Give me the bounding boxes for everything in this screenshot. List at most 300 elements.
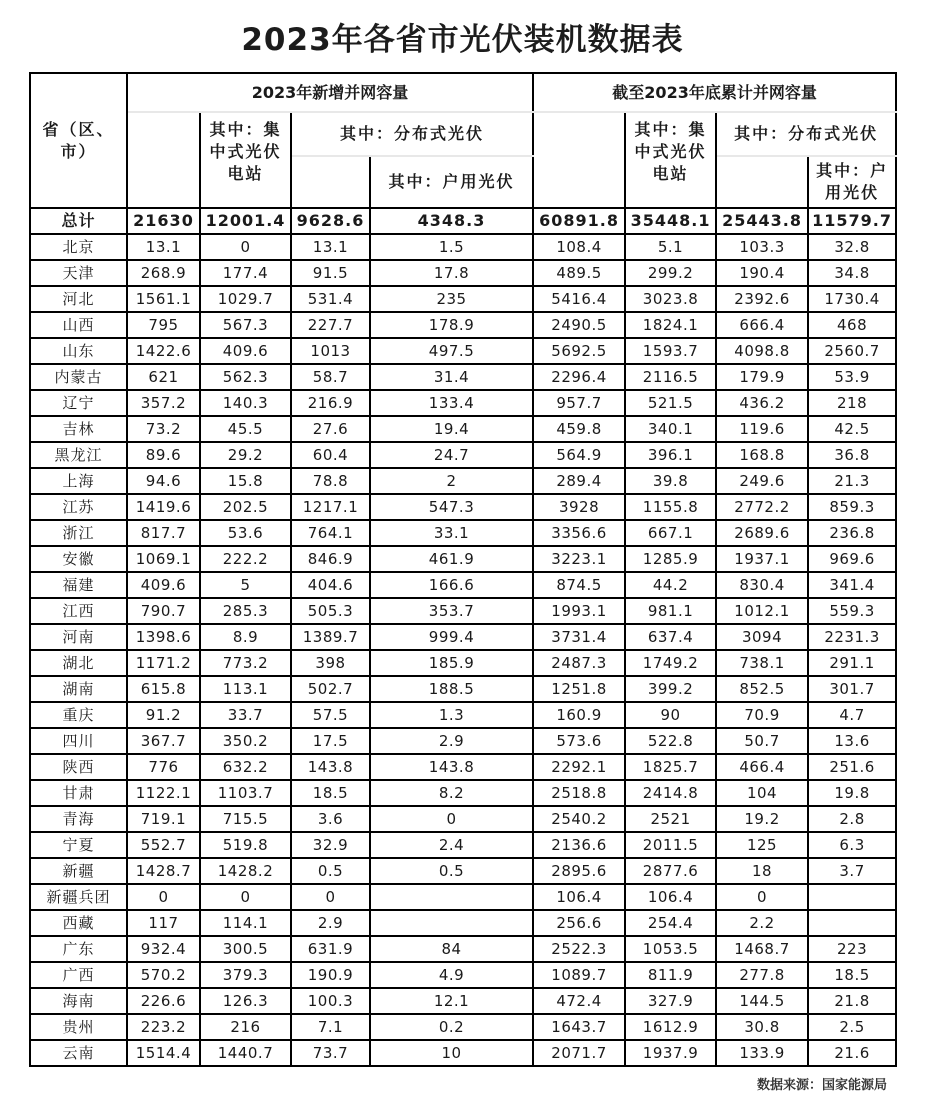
total-value: 21630: [127, 208, 200, 234]
data-cell: 776: [127, 754, 200, 780]
data-cell: 852.5: [716, 676, 808, 702]
province-name: 宁夏: [30, 832, 127, 858]
data-cell: 1.5: [370, 234, 533, 260]
data-cell: 30.8: [716, 1014, 808, 1040]
table-row: [30, 1040, 896, 1066]
data-cell: 1089.7: [533, 962, 625, 988]
header-new-distributed: 其中：分布式光伏: [291, 112, 533, 156]
data-cell: 31.4: [370, 364, 533, 390]
data-cell: 2296.4: [533, 364, 625, 390]
data-cell: 143.8: [291, 754, 370, 780]
data-cell: 27.6: [291, 416, 370, 442]
table-row: [30, 884, 896, 910]
table-row: [30, 390, 896, 416]
data-cell: 254.4: [625, 910, 716, 936]
data-cell: 472.4: [533, 988, 625, 1014]
data-cell: 1428.7: [127, 858, 200, 884]
province-name: 西藏: [30, 910, 127, 936]
data-cell: 4.7: [808, 702, 896, 728]
data-cell: 1937.1: [716, 546, 808, 572]
data-cell: 2518.8: [533, 780, 625, 806]
data-cell: 60.4: [291, 442, 370, 468]
table-row: [30, 312, 896, 338]
data-cell: 1398.6: [127, 624, 200, 650]
data-cell: 505.3: [291, 598, 370, 624]
data-cell: 999.4: [370, 624, 533, 650]
data-cell: 0: [200, 234, 291, 260]
data-cell: 8.2: [370, 780, 533, 806]
data-cell: 2: [370, 468, 533, 494]
data-cell: 357.2: [127, 390, 200, 416]
data-cell: 222.2: [200, 546, 291, 572]
data-cell: 21.6: [808, 1040, 896, 1066]
data-cell: 114.1: [200, 910, 291, 936]
data-cell: 216: [200, 1014, 291, 1040]
data-cell: 3223.1: [533, 546, 625, 572]
data-cell: 1251.8: [533, 676, 625, 702]
data-cell: 0: [716, 884, 808, 910]
data-cell: 33.7: [200, 702, 291, 728]
data-cell: 2689.6: [716, 520, 808, 546]
data-cell: 19.4: [370, 416, 533, 442]
province-name: 广西: [30, 962, 127, 988]
province-name: 天津: [30, 260, 127, 286]
data-cell: 1.3: [370, 702, 533, 728]
data-cell: 790.7: [127, 598, 200, 624]
data-cell: 91.2: [127, 702, 200, 728]
data-cell: 21.3: [808, 468, 896, 494]
data-cell: 466.4: [716, 754, 808, 780]
province-name: 湖北: [30, 650, 127, 676]
data-cell: 1012.1: [716, 598, 808, 624]
data-cell: 18: [716, 858, 808, 884]
data-cell: 2392.6: [716, 286, 808, 312]
province-name: 吉林: [30, 416, 127, 442]
data-cell: 2116.5: [625, 364, 716, 390]
data-cell: 70.9: [716, 702, 808, 728]
header-cum-centralized: 其中：集中式光伏电站: [625, 112, 716, 208]
data-cell: 10: [370, 1040, 533, 1066]
data-cell: 301.7: [808, 676, 896, 702]
province-name: 安徽: [30, 546, 127, 572]
data-cell: 1171.2: [127, 650, 200, 676]
table-row: [30, 624, 896, 650]
data-cell: 573.6: [533, 728, 625, 754]
table-row: [30, 1014, 896, 1040]
province-name: 云南: [30, 1040, 127, 1066]
data-cell: 291.1: [808, 650, 896, 676]
data-cell: 489.5: [533, 260, 625, 286]
data-cell: 2490.5: [533, 312, 625, 338]
data-cell: 2522.3: [533, 936, 625, 962]
table-row: [30, 598, 896, 624]
data-cell: 100.3: [291, 988, 370, 1014]
data-cell: [808, 884, 896, 910]
data-cell: 53.9: [808, 364, 896, 390]
table-row: [30, 234, 896, 260]
data-cell: 1824.1: [625, 312, 716, 338]
data-cell: 0.2: [370, 1014, 533, 1040]
data-cell: 398: [291, 650, 370, 676]
data-cell: 29.2: [200, 442, 291, 468]
data-cell: 249.6: [716, 468, 808, 494]
table-row: [30, 338, 896, 364]
data-cell: 1285.9: [625, 546, 716, 572]
data-cell: 969.6: [808, 546, 896, 572]
data-cell: 719.1: [127, 806, 200, 832]
page-title: 2023年各省市光伏装机数据表: [241, 22, 684, 58]
data-cell: 103.3: [716, 234, 808, 260]
data-cell: 202.5: [200, 494, 291, 520]
data-cell: [808, 910, 896, 936]
data-cell: 177.4: [200, 260, 291, 286]
data-cell: 2.2: [716, 910, 808, 936]
data-cell: 3356.6: [533, 520, 625, 546]
data-cell: 13.1: [291, 234, 370, 260]
total-value: 25443.8: [716, 208, 808, 234]
data-cell: 104: [716, 780, 808, 806]
data-cell: 256.6: [533, 910, 625, 936]
data-cell: 817.7: [127, 520, 200, 546]
data-cell: 285.3: [200, 598, 291, 624]
data-cell: 2.4: [370, 832, 533, 858]
data-cell: 1468.7: [716, 936, 808, 962]
data-cell: 21.8: [808, 988, 896, 1014]
header-new-distributed-total: [291, 156, 370, 208]
data-cell: 42.5: [808, 416, 896, 442]
data-cell: 764.1: [291, 520, 370, 546]
table-row: [30, 858, 896, 884]
data-cell: 58.7: [291, 364, 370, 390]
data-cell: 2540.2: [533, 806, 625, 832]
data-cell: 547.3: [370, 494, 533, 520]
table-row: [30, 728, 896, 754]
data-cell: 160.9: [533, 702, 625, 728]
data-cell: 73.7: [291, 1040, 370, 1066]
province-name: 内蒙古: [30, 364, 127, 390]
province-name: 江西: [30, 598, 127, 624]
data-cell: 5.1: [625, 234, 716, 260]
data-cell: 13.1: [127, 234, 200, 260]
province-name: 陕西: [30, 754, 127, 780]
data-cell: 1013: [291, 338, 370, 364]
total-value: 9628.6: [291, 208, 370, 234]
data-cell: 108.4: [533, 234, 625, 260]
province-name: 辽宁: [30, 390, 127, 416]
data-cell: 119.6: [716, 416, 808, 442]
table-row: [30, 988, 896, 1014]
data-cell: 91.5: [291, 260, 370, 286]
data-cell: 2292.1: [533, 754, 625, 780]
data-cell: 2136.6: [533, 832, 625, 858]
table-row: [30, 676, 896, 702]
data-cell: 2560.7: [808, 338, 896, 364]
data-cell: 251.6: [808, 754, 896, 780]
province-name: 新疆兵团: [30, 884, 127, 910]
data-cell: 236.8: [808, 520, 896, 546]
table-row: [30, 936, 896, 962]
data-cell: 615.8: [127, 676, 200, 702]
data-cell: 36.8: [808, 442, 896, 468]
province-name: 山东: [30, 338, 127, 364]
province-name: 海南: [30, 988, 127, 1014]
data-cell: 3731.4: [533, 624, 625, 650]
data-cell: 637.4: [625, 624, 716, 650]
data-cell: 1422.6: [127, 338, 200, 364]
table-row: [30, 962, 896, 988]
data-cell: 1643.7: [533, 1014, 625, 1040]
data-cell: 1993.1: [533, 598, 625, 624]
data-cell: 350.2: [200, 728, 291, 754]
table-row: [30, 260, 896, 286]
province-name: 河北: [30, 286, 127, 312]
province-name: 湖南: [30, 676, 127, 702]
data-cell: 666.4: [716, 312, 808, 338]
data-cell: 621: [127, 364, 200, 390]
data-cell: 932.4: [127, 936, 200, 962]
data-cell: 18.5: [808, 962, 896, 988]
data-cell: 1155.8: [625, 494, 716, 520]
data-cell: 3928: [533, 494, 625, 520]
data-cell: 6.3: [808, 832, 896, 858]
data-cell: 552.7: [127, 832, 200, 858]
data-cell: 327.9: [625, 988, 716, 1014]
data-cell: 18.5: [291, 780, 370, 806]
data-cell: 223: [808, 936, 896, 962]
data-cell: 461.9: [370, 546, 533, 572]
data-cell: 17.8: [370, 260, 533, 286]
data-cell: 1937.9: [625, 1040, 716, 1066]
data-cell: 5692.5: [533, 338, 625, 364]
data-cell: 0: [200, 884, 291, 910]
data-cell: 24.7: [370, 442, 533, 468]
province-name: 黑龙江: [30, 442, 127, 468]
data-cell: 341.4: [808, 572, 896, 598]
data-cell: 1593.7: [625, 338, 716, 364]
data-cell: 13.6: [808, 728, 896, 754]
data-cell: 2011.5: [625, 832, 716, 858]
data-cell: 1612.9: [625, 1014, 716, 1040]
table-row: [30, 468, 896, 494]
data-cell: 7.1: [291, 1014, 370, 1040]
data-cell: 2.8: [808, 806, 896, 832]
data-cell: 12.1: [370, 988, 533, 1014]
data-cell: 981.1: [625, 598, 716, 624]
total-value: 12001.4: [200, 208, 291, 234]
data-cell: 2772.2: [716, 494, 808, 520]
data-cell: [370, 910, 533, 936]
data-cell: 5: [200, 572, 291, 598]
province-name: 浙江: [30, 520, 127, 546]
header-group-cumulative: 截至2023年底累计并网容量: [533, 73, 896, 112]
data-cell: 133.9: [716, 1040, 808, 1066]
data-cell: 2414.8: [625, 780, 716, 806]
table-row: [30, 754, 896, 780]
data-cell: 19.2: [716, 806, 808, 832]
header-cum-household: 其中：户用光伏: [808, 156, 896, 208]
data-cell: 1069.1: [127, 546, 200, 572]
data-cell: 44.2: [625, 572, 716, 598]
data-cell: 2877.6: [625, 858, 716, 884]
data-cell: 1419.6: [127, 494, 200, 520]
header-province: 省（区、市）: [30, 73, 127, 208]
data-cell: 117: [127, 910, 200, 936]
data-cell: 3.6: [291, 806, 370, 832]
data-cell: 45.5: [200, 416, 291, 442]
data-cell: 190.4: [716, 260, 808, 286]
data-cell: 396.1: [625, 442, 716, 468]
data-cell: 531.4: [291, 286, 370, 312]
data-cell: 218: [808, 390, 896, 416]
data-cell: 1749.2: [625, 650, 716, 676]
province-name: 北京: [30, 234, 127, 260]
header-new-total: [127, 112, 200, 208]
header-new-household: 其中：户用光伏: [370, 156, 533, 208]
data-cell: 289.4: [533, 468, 625, 494]
total-value: 60891.8: [533, 208, 625, 234]
data-cell: 2521: [625, 806, 716, 832]
data-cell: 830.4: [716, 572, 808, 598]
data-cell: 143.8: [370, 754, 533, 780]
data-cell: 773.2: [200, 650, 291, 676]
data-cell: 3.7: [808, 858, 896, 884]
table-row: [30, 364, 896, 390]
data-cell: 1428.2: [200, 858, 291, 884]
data-cell: 379.3: [200, 962, 291, 988]
data-cell: 113.1: [200, 676, 291, 702]
province-name: 新疆: [30, 858, 127, 884]
table-row: [30, 494, 896, 520]
data-cell: 8.9: [200, 624, 291, 650]
data-cell: 188.5: [370, 676, 533, 702]
data-cell: 1053.5: [625, 936, 716, 962]
data-cell: 2895.6: [533, 858, 625, 884]
data-cell: 0: [370, 806, 533, 832]
data-cell: 5416.4: [533, 286, 625, 312]
data-cell: 519.8: [200, 832, 291, 858]
data-cell: 168.8: [716, 442, 808, 468]
data-cell: 33.1: [370, 520, 533, 546]
data-cell: 34.8: [808, 260, 896, 286]
data-cell: 562.3: [200, 364, 291, 390]
data-cell: 53.6: [200, 520, 291, 546]
province-name: 河南: [30, 624, 127, 650]
data-cell: 32.9: [291, 832, 370, 858]
data-cell: 667.1: [625, 520, 716, 546]
province-name: 江苏: [30, 494, 127, 520]
data-cell: 2231.3: [808, 624, 896, 650]
data-cell: 50.7: [716, 728, 808, 754]
data-cell: 1440.7: [200, 1040, 291, 1066]
data-cell: 1029.7: [200, 286, 291, 312]
data-cell: 564.9: [533, 442, 625, 468]
data-cell: 2071.7: [533, 1040, 625, 1066]
data-cell: 522.8: [625, 728, 716, 754]
data-cell: 94.6: [127, 468, 200, 494]
province-name: 四川: [30, 728, 127, 754]
table-row: [30, 416, 896, 442]
data-cell: 84: [370, 936, 533, 962]
province-name: 福建: [30, 572, 127, 598]
data-cell: 459.8: [533, 416, 625, 442]
data-cell: 436.2: [716, 390, 808, 416]
data-cell: 340.1: [625, 416, 716, 442]
table-row: [30, 286, 896, 312]
data-cell: 4098.8: [716, 338, 808, 364]
data-cell: 957.7: [533, 390, 625, 416]
total-value: 11579.7: [808, 208, 896, 234]
data-cell: 133.4: [370, 390, 533, 416]
data-cell: 874.5: [533, 572, 625, 598]
data-cell: 57.5: [291, 702, 370, 728]
table-row: [30, 702, 896, 728]
data-cell: 559.3: [808, 598, 896, 624]
header-cum-distributed: 其中：分布式光伏: [716, 112, 896, 156]
data-cell: 521.5: [625, 390, 716, 416]
data-cell: 106.4: [533, 884, 625, 910]
data-cell: 468: [808, 312, 896, 338]
data-cell: 570.2: [127, 962, 200, 988]
data-cell: 235: [370, 286, 533, 312]
data-cell: 73.2: [127, 416, 200, 442]
data-cell: 15.8: [200, 468, 291, 494]
data-cell: 1825.7: [625, 754, 716, 780]
header-group-new: 2023年新增并网容量: [127, 73, 533, 112]
data-cell: 277.8: [716, 962, 808, 988]
province-name: 山西: [30, 312, 127, 338]
data-cell: 106.4: [625, 884, 716, 910]
data-cell: 859.3: [808, 494, 896, 520]
data-cell: 178.9: [370, 312, 533, 338]
data-cell: 226.6: [127, 988, 200, 1014]
table-row: [30, 780, 896, 806]
data-cell: 409.6: [127, 572, 200, 598]
data-cell: 846.9: [291, 546, 370, 572]
province-name: 贵州: [30, 1014, 127, 1040]
province-name: 上海: [30, 468, 127, 494]
data-cell: 39.8: [625, 468, 716, 494]
data-cell: 409.6: [200, 338, 291, 364]
data-cell: 126.3: [200, 988, 291, 1014]
header-cum-total: [533, 112, 625, 208]
data-cell: 2.5: [808, 1014, 896, 1040]
data-cell: 268.9: [127, 260, 200, 286]
data-cell: 179.9: [716, 364, 808, 390]
data-cell: 1217.1: [291, 494, 370, 520]
data-cell: 0.5: [370, 858, 533, 884]
data-cell: 353.7: [370, 598, 533, 624]
data-cell: 299.2: [625, 260, 716, 286]
data-cell: 1389.7: [291, 624, 370, 650]
header-new-centralized: 其中：集中式光伏电站: [200, 112, 291, 208]
data-cell: 17.5: [291, 728, 370, 754]
data-cell: 223.2: [127, 1014, 200, 1040]
data-cell: 502.7: [291, 676, 370, 702]
data-cell: 144.5: [716, 988, 808, 1014]
data-cell: 1561.1: [127, 286, 200, 312]
data-cell: 300.5: [200, 936, 291, 962]
data-cell: 32.8: [808, 234, 896, 260]
table-row: [30, 572, 896, 598]
data-cell: 140.3: [200, 390, 291, 416]
data-cell: 1122.1: [127, 780, 200, 806]
data-cell: 227.7: [291, 312, 370, 338]
data-cell: 0.5: [291, 858, 370, 884]
data-cell: 166.6: [370, 572, 533, 598]
data-cell: [370, 884, 533, 910]
data-cell: 738.1: [716, 650, 808, 676]
pv-installation-table: [29, 72, 897, 1067]
